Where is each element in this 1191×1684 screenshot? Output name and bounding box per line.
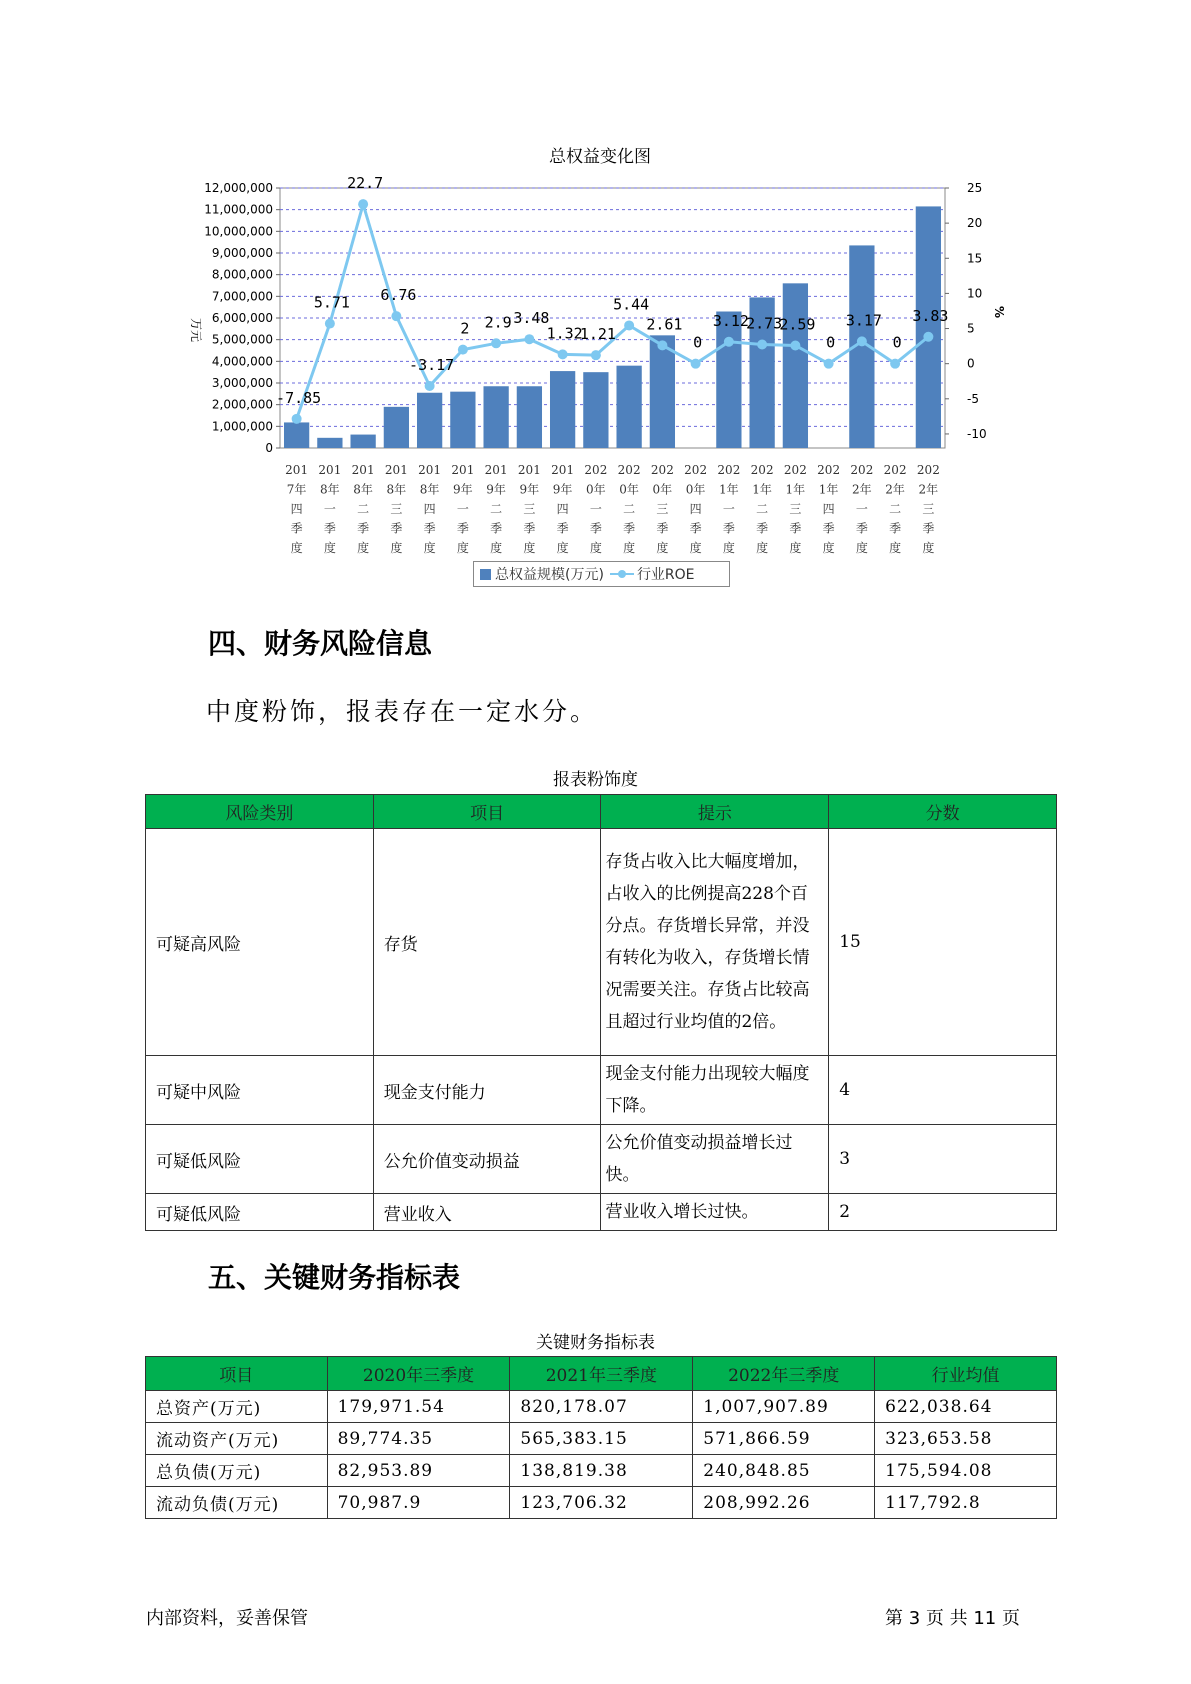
- roe-point: [724, 337, 734, 347]
- x-tick-label: 202 0年三季度: [650, 463, 674, 555]
- roe-point: [491, 338, 501, 348]
- y-tick-label: 10,000,000: [204, 224, 273, 239]
- risk-header-cell: 提示: [601, 795, 829, 829]
- kpi-cell: 流动负债(万元): [146, 1487, 328, 1519]
- risk-score: 2: [829, 1194, 1057, 1231]
- roe-data-label: 1.32: [546, 324, 583, 343]
- kpi-cell: 208,992.26: [693, 1487, 875, 1519]
- kpi-cell: 123,706.32: [510, 1487, 693, 1519]
- roe-point: [591, 350, 601, 360]
- y-axis-label-right: %: [992, 305, 1006, 319]
- y2-tick-label: 10: [967, 286, 983, 301]
- risk-item: 营业收入: [373, 1194, 601, 1231]
- roe-data-label: 0: [693, 333, 703, 352]
- kpi-cell: 565,383.15: [510, 1423, 693, 1455]
- y-tick-label: 3,000,000: [211, 376, 273, 390]
- y-tick-label: 7,000,000: [211, 289, 273, 304]
- table-row: [146, 829, 1057, 1056]
- section4-paragraph: 中度粉饰，报表存在一定水分。: [206, 697, 599, 726]
- roe-data-label: 3.17: [845, 311, 882, 330]
- bar: [384, 407, 409, 448]
- roe-point: [358, 199, 368, 209]
- table-row: [146, 1455, 1057, 1487]
- y-axis-label-left: 万元: [189, 317, 203, 343]
- kpi-cell: 82,953.89: [327, 1455, 510, 1487]
- table-row: [146, 1125, 1057, 1194]
- risk-tip: 存货占收入比大幅度增加，占收入的比例提高228个百分点。存货增长异常，并没有转化为收入，存货增长情况需要关注。存货占比较高且超过行业均值的2倍。: [601, 829, 829, 1056]
- bar: [616, 366, 641, 448]
- risk-item: 存货: [373, 829, 601, 1056]
- chart-title: 总权益变化图: [549, 147, 651, 167]
- table-row: [146, 1194, 1057, 1231]
- roe-point: [890, 359, 900, 369]
- bar: [916, 206, 941, 448]
- section5-heading: 五、关键财务指标表: [208, 1261, 461, 1294]
- y-tick-label: 5,000,000: [211, 332, 273, 347]
- legend-label-roe: 行业ROE: [636, 567, 695, 583]
- risk-header-cell: 分数: [829, 795, 1057, 829]
- table-row: [146, 1056, 1057, 1125]
- roe-data-label: 2.9: [484, 313, 512, 332]
- kpi-cell: 571,866.59: [693, 1423, 875, 1455]
- roe-data-label: 5.71: [313, 293, 350, 312]
- x-tick-label: 202 0年二季度: [617, 463, 641, 555]
- roe-data-label: 3.48: [513, 309, 550, 328]
- roe-data-label: 2.59: [779, 315, 816, 334]
- x-tick-label: 202 1年三季度: [783, 463, 807, 555]
- x-tick-label: 202 2年二季度: [883, 463, 907, 555]
- y-tick-label: 8,000,000: [211, 267, 273, 282]
- roe-point: [923, 332, 933, 342]
- roe-data-label: 6.76: [380, 286, 417, 305]
- x-tick-label: 202 1年二季度: [750, 463, 774, 555]
- roe-point: [292, 414, 302, 424]
- roe-point: [391, 311, 401, 321]
- kpi-header-cell: 2021年三季度: [510, 1357, 693, 1391]
- risk-category: 可疑中风险: [146, 1056, 374, 1125]
- kpi-cell: 138,819.38: [510, 1455, 693, 1487]
- roe-point: [757, 339, 767, 349]
- y2-tick-label: 5: [967, 321, 975, 336]
- y-tick-label: 1,000,000: [211, 419, 273, 434]
- roe-point: [824, 359, 834, 369]
- roe-data-label: -3.17: [409, 355, 455, 374]
- bar: [417, 393, 442, 448]
- kpi-cell: 总负债(万元): [146, 1455, 328, 1487]
- kpi-header-cell: 行业均值: [875, 1357, 1057, 1391]
- y2-tick-label: 20: [967, 216, 983, 231]
- y-tick-label: 4,000,000: [211, 354, 273, 369]
- roe-data-label: 1.21: [579, 325, 616, 344]
- x-tick-label: 201 8年二季度: [351, 463, 375, 555]
- risk-header-cell: 风险类别: [146, 795, 374, 829]
- y-tick-label: 11,000,000: [204, 202, 273, 217]
- risk-category: 可疑高风险: [146, 829, 374, 1056]
- roe-data-label: 0: [826, 333, 836, 352]
- kpi-cell: 179,971.54: [327, 1391, 510, 1423]
- y-tick-label: 2,000,000: [211, 397, 273, 412]
- bar: [650, 335, 675, 448]
- x-tick-label: 201 8年一季度: [318, 463, 342, 555]
- y2-tick-label: -5: [967, 391, 979, 406]
- kpi-cell: 117,792.8: [875, 1487, 1057, 1519]
- roe-data-label: -7.85: [276, 388, 322, 407]
- roe-point: [790, 340, 800, 350]
- roe-data-label: 3.12: [712, 311, 749, 330]
- footer-left: 内部资料，妥善保管: [146, 1608, 308, 1629]
- risk-category: 可疑低风险: [146, 1125, 374, 1194]
- roe-point: [325, 319, 335, 329]
- x-tick-label: 202 1年一季度: [717, 463, 741, 555]
- y2-tick-label: 15: [967, 251, 983, 266]
- roe-data-label: 2.73: [746, 314, 783, 333]
- bar: [517, 386, 542, 448]
- legend-label-equity: 总权益规模(万元): [495, 567, 604, 583]
- risk-table-caption: 报表粉饰度: [553, 770, 638, 790]
- y-tick-label: 12,000,000: [204, 181, 273, 195]
- bar: [783, 283, 808, 448]
- roe-data-label: 3.83: [912, 306, 949, 325]
- footer-page-number: 第 3 页 共 11 页: [885, 1608, 1020, 1629]
- kpi-cell: 流动资产(万元): [146, 1423, 328, 1455]
- legend-line-swatch: [610, 568, 634, 580]
- risk-score: 15: [829, 829, 1057, 1056]
- risk-score: 4: [829, 1056, 1057, 1125]
- risk-tip: 公允价值变动损益增长过快。: [601, 1125, 829, 1194]
- x-tick-label: 201 7年四季度: [285, 463, 309, 555]
- x-tick-label: 201 9年四季度: [551, 463, 575, 555]
- roe-point: [691, 359, 701, 369]
- chart-legend: [473, 561, 730, 587]
- x-tick-label: 202 2年三季度: [916, 463, 940, 555]
- kpi-cell: 89,774.35: [327, 1423, 510, 1455]
- risk-score: 3: [829, 1125, 1057, 1194]
- kpi-cell: 622,038.64: [875, 1391, 1057, 1423]
- kpi-cell: 1,007,907.89: [693, 1391, 875, 1423]
- roe-point: [657, 340, 667, 350]
- equity-chart: [0, 0, 1191, 600]
- roe-data-label: 5.44: [613, 295, 650, 314]
- x-tick-label: 201 8年四季度: [418, 463, 442, 555]
- risk-tip: 现金支付能力出现较大幅度下降。: [601, 1056, 829, 1125]
- kpi-table-header: [146, 1357, 1057, 1391]
- risk-item: 现金支付能力: [373, 1056, 601, 1125]
- risk-table-header: [146, 795, 1057, 829]
- roe-point: [558, 349, 568, 359]
- risk-table: [145, 794, 1057, 1231]
- bar: [350, 435, 375, 448]
- kpi-cell: 70,987.9: [327, 1487, 510, 1519]
- kpi-table-caption: 关键财务指标表: [536, 1333, 655, 1353]
- kpi-table: [145, 1356, 1057, 1519]
- risk-item: 公允价值变动损益: [373, 1125, 601, 1194]
- kpi-header-cell: 2020年三季度: [327, 1357, 510, 1391]
- x-tick-label: 202 2年一季度: [850, 463, 874, 555]
- bar: [450, 392, 475, 448]
- bar: [550, 371, 575, 448]
- risk-tip: 营业收入增长过快。: [601, 1194, 829, 1231]
- roe-data-label: 2.61: [646, 315, 683, 334]
- y2-tick-label: 0: [967, 356, 975, 371]
- x-tick-label: 201 9年二季度: [484, 463, 508, 555]
- kpi-cell: 820,178.07: [510, 1391, 693, 1423]
- bar: [483, 386, 508, 448]
- legend-bar-swatch: [480, 569, 491, 580]
- roe-point: [458, 345, 468, 355]
- x-tick-label: 201 9年三季度: [517, 463, 541, 555]
- y-tick-label: 6,000,000: [211, 311, 273, 325]
- table-row: [146, 1487, 1057, 1519]
- x-tick-label: 202 1年四季度: [817, 463, 841, 555]
- y-tick-label: 0: [265, 441, 273, 455]
- legend-item-equity: [480, 564, 604, 584]
- table-row: [146, 1423, 1057, 1455]
- x-tick-label: 202 0年四季度: [684, 463, 708, 555]
- roe-point: [524, 334, 534, 344]
- kpi-cell: 240,848.85: [693, 1455, 875, 1487]
- bar: [716, 312, 741, 449]
- roe-data-label: 0: [892, 333, 902, 352]
- x-tick-label: 201 9年一季度: [451, 463, 475, 555]
- bar: [317, 438, 342, 448]
- x-tick-label: 202 0年一季度: [584, 463, 608, 555]
- risk-category: 可疑低风险: [146, 1194, 374, 1231]
- roe-point: [624, 320, 634, 330]
- y-tick-label: 9,000,000: [211, 246, 273, 260]
- risk-header-cell: 项目: [373, 795, 601, 829]
- kpi-cell: 总资产(万元): [146, 1391, 328, 1423]
- kpi-header-cell: 项目: [146, 1357, 328, 1391]
- table-row: [146, 1391, 1057, 1423]
- roe-data-label: 22.7: [347, 174, 384, 193]
- kpi-cell: 323,653.58: [875, 1423, 1057, 1455]
- kpi-header-cell: 2022年三季度: [693, 1357, 875, 1391]
- roe-point: [857, 336, 867, 346]
- roe-point: [425, 381, 435, 391]
- kpi-cell: 175,594.08: [875, 1455, 1057, 1487]
- section4-heading: 四、财务风险信息: [208, 627, 433, 660]
- y2-tick-label: 25: [967, 181, 983, 195]
- x-tick-label: 201 8年三季度: [384, 463, 408, 555]
- roe-data-label: 2: [460, 319, 470, 338]
- y2-tick-label: -10: [967, 426, 987, 441]
- bar: [583, 372, 608, 448]
- bar: [284, 422, 309, 448]
- legend-item-roe: [610, 564, 695, 584]
